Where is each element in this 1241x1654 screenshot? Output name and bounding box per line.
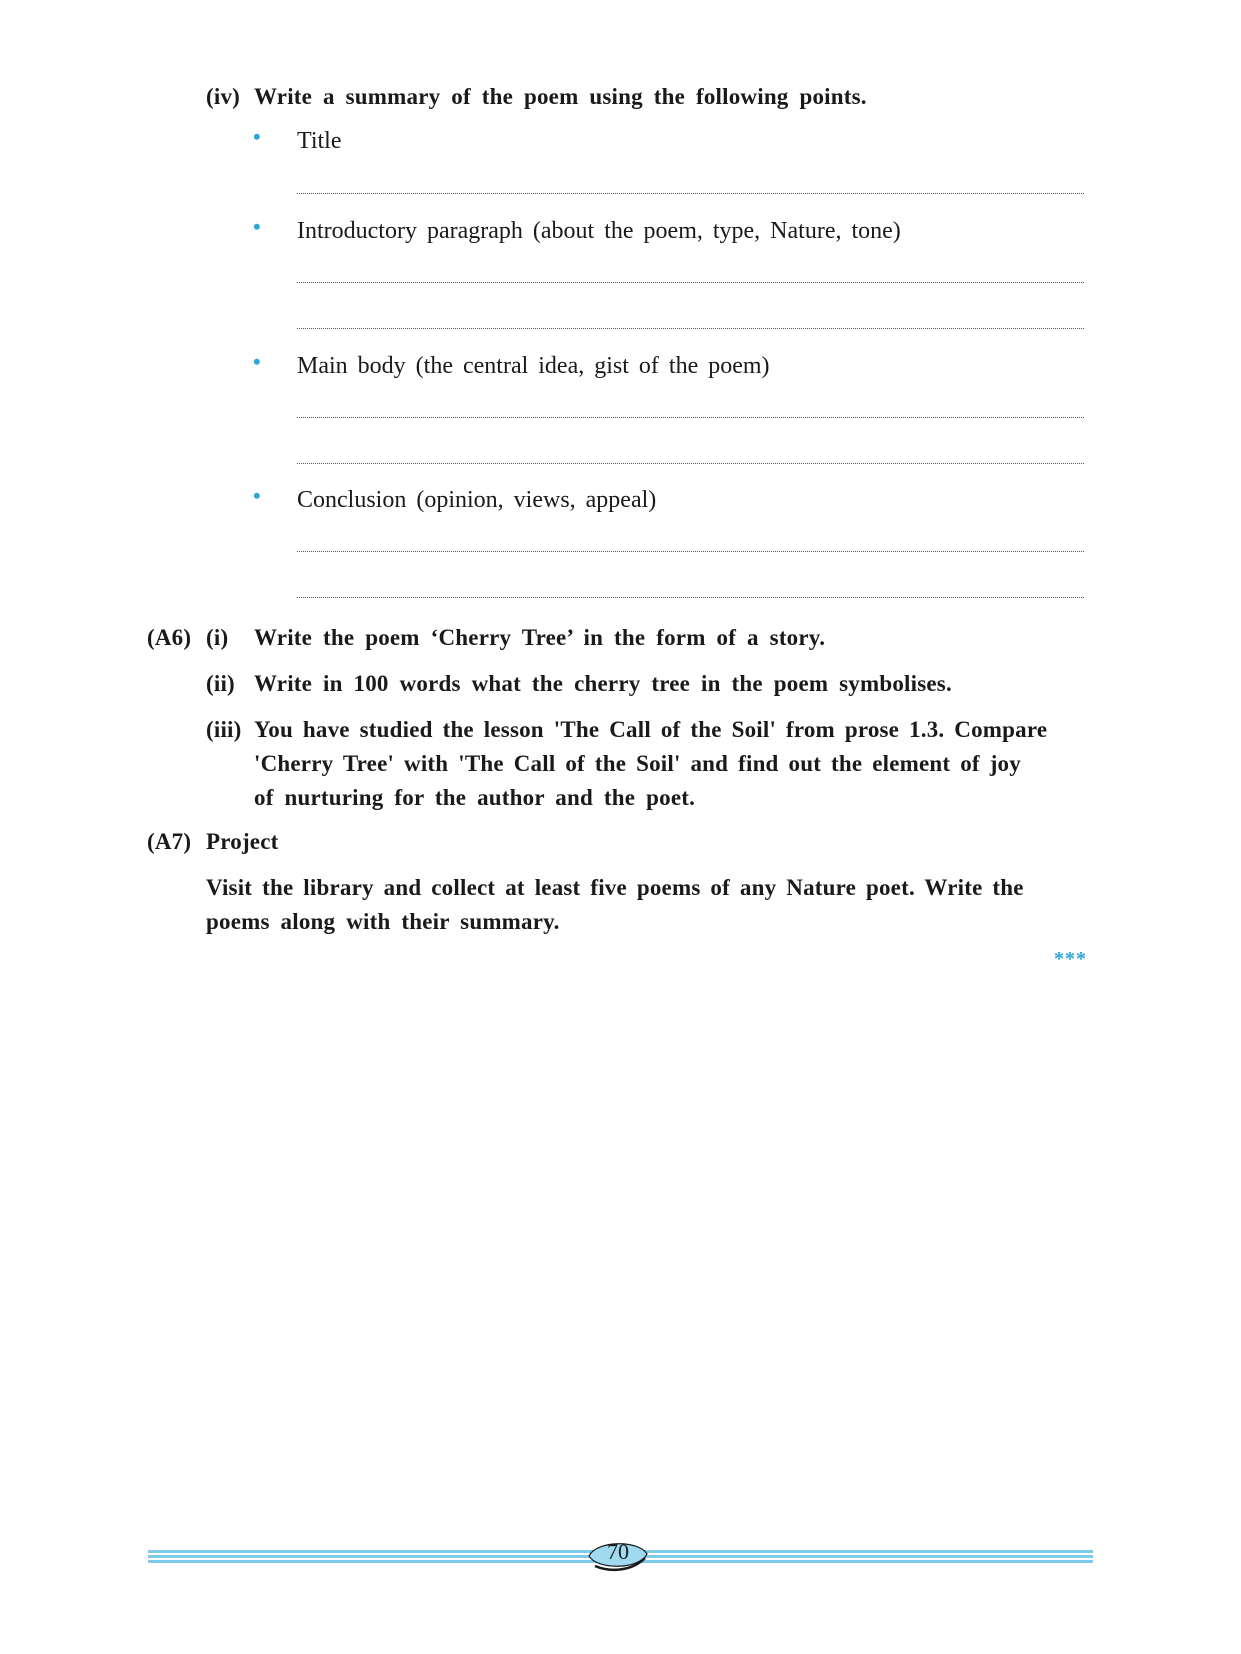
question-a6-ii-number: (ii) [206, 671, 235, 696]
question-a6-iii-line2: 'Cherry Tree' with 'The Call of the Soil' and find out the element of joy [254, 751, 1021, 776]
answer-line[interactable] [297, 328, 1084, 329]
project-line1: Visit the library and collect at least five poems of any Nature poet. Write the [206, 875, 1024, 900]
end-mark: *** [1054, 948, 1087, 970]
bullet-icon: • [253, 124, 261, 149]
question-iv-text: Write a summary of the poem using the following points. [254, 84, 867, 109]
question-a6-iii-number: (iii) [206, 717, 242, 742]
point-introductory: Introductory paragraph (about the poem, type, Nature, tone) [297, 218, 901, 244]
question-a6-i-text: Write the poem ‘Cherry Tree’ in the form of a story. [254, 625, 826, 650]
bullet-icon: • [253, 349, 261, 374]
answer-line[interactable] [297, 282, 1084, 283]
answer-line[interactable] [297, 463, 1084, 464]
point-main-body: Main body (the central idea, gist of the poem) [297, 353, 770, 379]
point-title: Title [297, 128, 342, 154]
project-title: Project [206, 829, 279, 854]
answer-line[interactable] [297, 193, 1084, 194]
activity-a7-label: (A7) [147, 829, 192, 854]
bullet-icon: • [253, 214, 261, 239]
question-iv-number: (iv) [206, 84, 241, 109]
page-number: 70 [607, 1539, 629, 1564]
answer-line[interactable] [297, 551, 1084, 552]
question-a6-iii-line3: of nurturing for the author and the poet. [254, 785, 696, 810]
bullet-icon: • [253, 483, 261, 508]
answer-line[interactable] [297, 597, 1084, 598]
question-a6-i-number: (i) [206, 625, 229, 650]
question-a6-iii-line1: You have studied the lesson 'The Call of the Soil' from prose 1.3. Compare [254, 717, 1048, 742]
question-a6-ii-text: Write in 100 words what the cherry tree in the poem symbolises. [254, 671, 952, 696]
answer-line[interactable] [297, 417, 1084, 418]
point-conclusion: Conclusion (opinion, views, appeal) [297, 487, 657, 513]
activity-a6-label: (A6) [147, 625, 192, 650]
project-line2: poems along with their summary. [206, 909, 560, 934]
